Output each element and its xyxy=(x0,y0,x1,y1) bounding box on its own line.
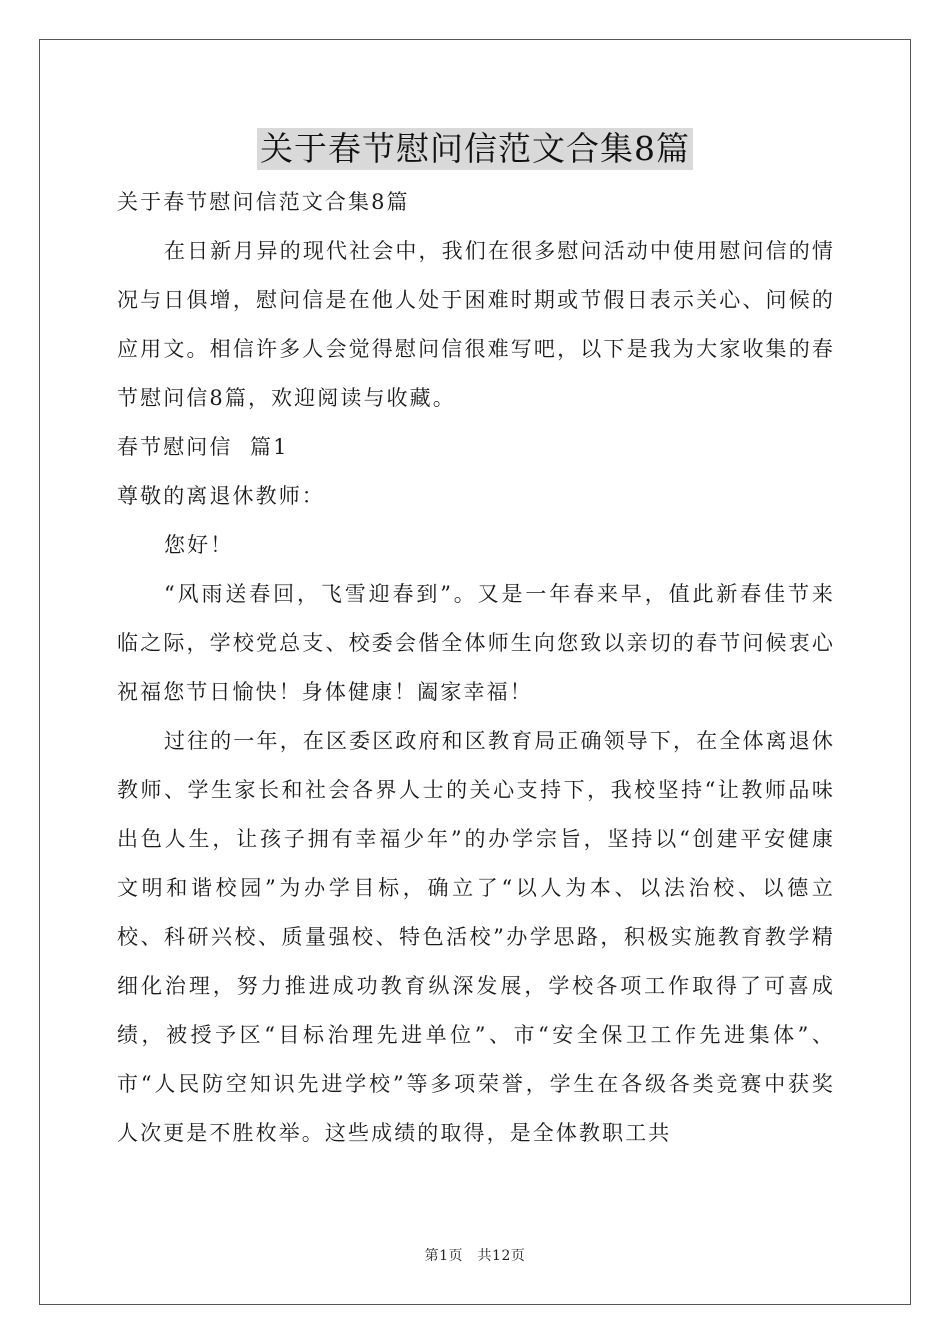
document-title: 关于春节慰问信范文合集8篇 xyxy=(257,128,693,170)
title-container xyxy=(0,128,950,170)
greeting: 您好！ xyxy=(164,533,234,557)
salutation: 尊敬的离退休教师： xyxy=(117,484,325,508)
document-subtitle: 关于春节慰问信范文合集8篇 xyxy=(117,190,410,214)
document-body xyxy=(117,178,835,1158)
page-number-footer: 第1页 共12页 xyxy=(424,1248,526,1264)
body-paragraph-1: “风雨送春回，飞雪迎春到”。又是一年春来早，值此新春佳节来临之际，学校党总支、校委会偕全体师生向您致以亲切的春节问候衷心祝福您节日愉快！身体健康！阖家幸福！ xyxy=(117,582,835,704)
section-heading: 春节慰问信 篇1 xyxy=(117,435,289,459)
intro-paragraph: 在日新月异的现代社会中，我们在很多慰问活动中使用慰问信的情况与日俱增，慰问信是在他人处于困难时期或节假日表示关心、问候的应用文。相信许多人会觉得慰问信很难写吧，以下是我为大家收集的春节慰问信8篇，欢迎阅读与收藏。 xyxy=(117,239,835,410)
body-paragraph-2: 过往的一年，在区委区政府和区教育局正确领导下，在全体离退休教师、学生家长和社会各界人士的关心支持下，我校坚持“让教师品味出色人生，让孩子拥有幸福少年”的办学宗旨，坚持以“创建平安健康文明和谐校园”为办学目标，确立了“以人为本、以法治校、以德立校、科研兴校、质量强校、特色活校”办学思路，积极实施教育教学精细化治理，努力推进成功教育纵深发展，学校各项工作取得了可喜成绩，被授予区“目标治理先进单位”、市“安全保卫工作先进集体”、市“人民防空知识先进学校”等多项荣誉，学生在各级各类竞赛中获奖人次更是不胜枚举。这些成绩的取得，是全体教职工共 xyxy=(117,729,835,1145)
